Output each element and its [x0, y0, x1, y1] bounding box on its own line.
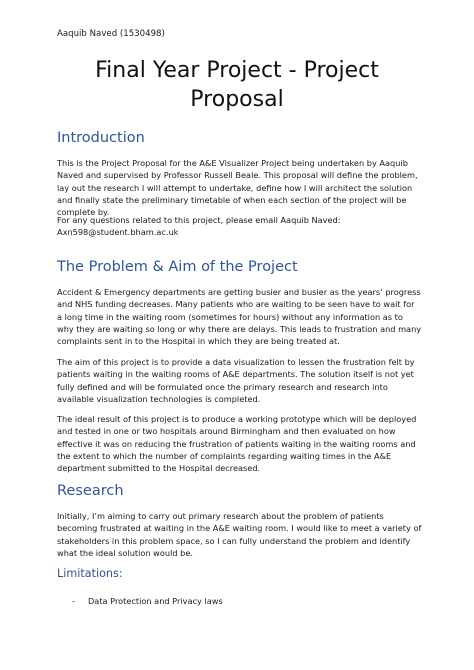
bullet-dash-icon: -	[72, 596, 75, 606]
limitations-list-item	[72, 595, 223, 607]
problem-paragraph-2: The aim of this project is to provide a data visualization to lessen the frustration felt by patients waiting in the waiting rooms of A&E departments. The solution itself is not yet fully defined and will be formulated once the primary research and research into available visualization technologies is completed.	[57, 357, 415, 404]
problem-paragraph-3: The ideal result of this project is to produce a working prototype which will be deployed and tested in one or two hospitals around Birmingham and then evaluated on how effective it was on reducing the frustration of patients waiting in the waiting rooms and the extent to which the number of complaints regarding waiting times in the A&E department submitted to the Hospital decreased.	[57, 414, 417, 474]
introduction-paragraph-1: This is the Project Proposal for the A&E Visualizer Project being undertaken by Aaquib Naved and supervised by Professor Russell Beale. This proposal will define the problem, lay out the research I will attempt to undertake, define how I will architect the solution and finally state the preliminary timetable of when each section of the project will be complete by.	[57, 158, 418, 218]
limitations-item-text: Data Protection and Privacy laws	[88, 596, 223, 606]
problem-paragraph-1: Accident & Emergency departments are getting busier and busier as the years’ progress and NHS funding decreases. Many patients who are waiting to be seen have to wait for a long time in the waiting room (sometimes for hours) without any information as to why they are waiting so long or why there are delays. This leads to frustration and many complaints sent in to the Hospital in which they are being treated at.	[57, 287, 422, 347]
limitations-heading: Limitations:	[57, 567, 123, 580]
document-title: Final Year Project - Project Proposal	[95, 58, 379, 112]
problem-heading: The Problem & Aim of the Project	[57, 259, 298, 275]
introduction-heading: Introduction	[57, 130, 145, 146]
research-heading: Research	[57, 483, 124, 499]
introduction-paragraph-2: For any questions related to this project, please email Aaquib Naved: Axn598@student.bham.ac.uk	[57, 215, 341, 238]
research-paragraph-1: Initially, I’m aiming to carry out primary research about the problem of patients becoming frustrated at waiting in the A&E waiting room. I would like to meet a variety of stakeholders in this problem space, so I can fully understand the problem and identify what the ideal solution would be.	[57, 511, 422, 558]
author-header: Aaquib Naved (1530498)	[57, 29, 165, 39]
